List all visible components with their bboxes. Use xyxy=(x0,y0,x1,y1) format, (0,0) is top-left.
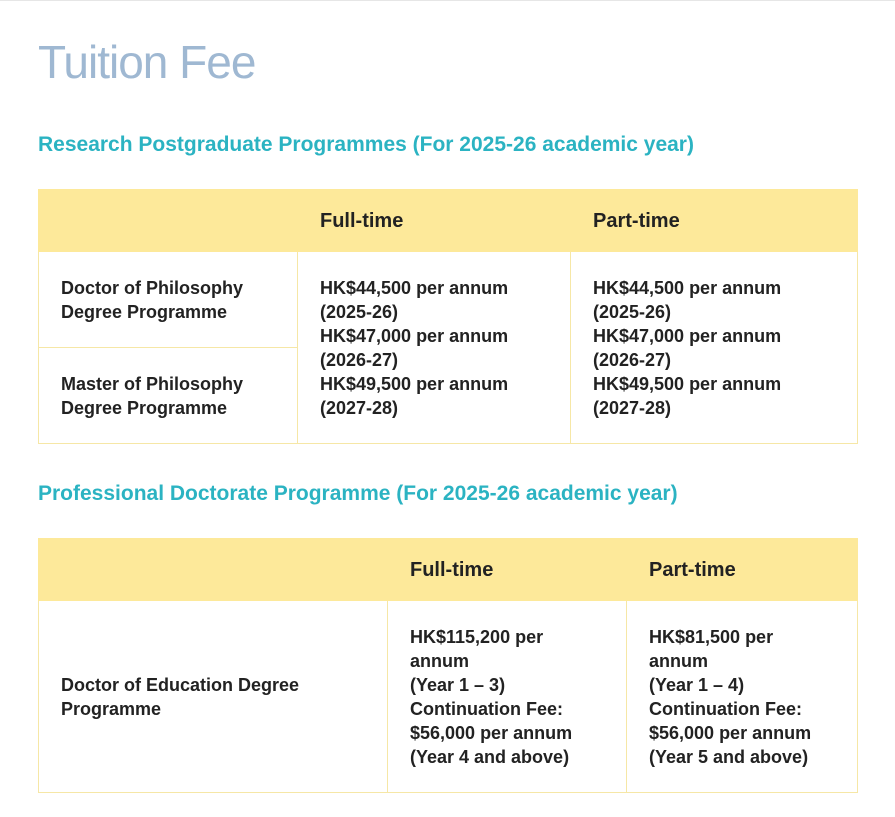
part-time-fee-cell xyxy=(571,252,858,444)
header-programme xyxy=(39,190,298,252)
fee-year: (Year 5 and above) xyxy=(649,747,809,767)
header-full-time: Full-time xyxy=(298,190,571,252)
header-part-time: Part-time xyxy=(571,190,858,252)
fee-line: HK$44,500 per annum xyxy=(320,278,509,298)
fee-year: (2027-28) xyxy=(593,398,672,418)
fee-year: (2025-26) xyxy=(593,302,672,322)
fee-year: (Year 4 and above) xyxy=(410,747,570,767)
header-full-time: Full-time xyxy=(388,539,627,601)
fee-line: HK$47,000 per annum xyxy=(320,326,509,346)
header-part-time: Part-time xyxy=(627,539,858,601)
fee-line: HK$49,500 per annum xyxy=(593,374,782,394)
fee-line: HK$81,500 per annum xyxy=(649,627,774,671)
programme-name-mphil: Master of Philosophy Degree Programme xyxy=(39,348,298,444)
table-row xyxy=(39,601,858,793)
continuation-fee-line: Continuation Fee: $56,000 per annum xyxy=(649,699,812,743)
fee-year: (2026-27) xyxy=(593,350,672,370)
full-time-fee-cell xyxy=(298,252,571,444)
fee-line: HK$47,000 per annum xyxy=(593,326,782,346)
table-row xyxy=(39,252,858,348)
fee-line: HK$44,500 per annum xyxy=(593,278,782,298)
part-time-fee-cell xyxy=(627,601,858,793)
programme-name-phd: Doctor of Philosophy Degree Programme xyxy=(39,252,298,348)
table-header-row xyxy=(39,190,858,252)
fee-year: (Year 1 – 3) xyxy=(410,675,506,695)
page-title: Tuition Fee xyxy=(38,36,256,88)
research-fee-table xyxy=(38,189,858,444)
fee-year: (Year 1 – 4) xyxy=(649,675,745,695)
continuation-fee-line: Continuation Fee: $56,000 per annum xyxy=(410,699,573,743)
research-programmes-heading: Research Postgraduate Programmes (For 2025-26 academic year) xyxy=(38,133,694,156)
table-header-row xyxy=(39,539,858,601)
full-time-fee-cell xyxy=(388,601,627,793)
fee-year: (2025-26) xyxy=(320,302,399,322)
fee-year: (2027-28) xyxy=(320,398,399,418)
fee-line: HK$49,500 per annum xyxy=(320,374,509,394)
header-programme xyxy=(39,539,388,601)
programme-name-edd: Doctor of Education Degree Programme xyxy=(39,601,388,793)
professional-fee-table xyxy=(38,538,858,793)
fee-year: (2026-27) xyxy=(320,350,399,370)
professional-doctorate-heading: Professional Doctorate Programme (For 2025-26 academic year) xyxy=(38,482,678,505)
fee-line: HK$115,200 per annum xyxy=(410,627,544,671)
